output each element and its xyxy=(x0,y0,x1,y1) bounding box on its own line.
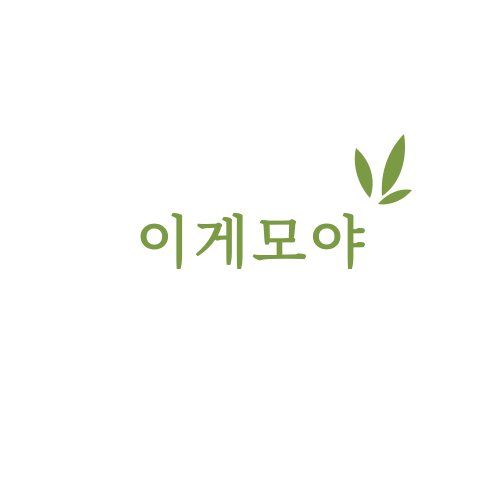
left-leaf xyxy=(355,148,373,198)
leaf-sprout-icon xyxy=(348,130,418,210)
logo-wordmark: 이게모야 xyxy=(136,211,369,276)
right-leaf xyxy=(382,134,405,196)
